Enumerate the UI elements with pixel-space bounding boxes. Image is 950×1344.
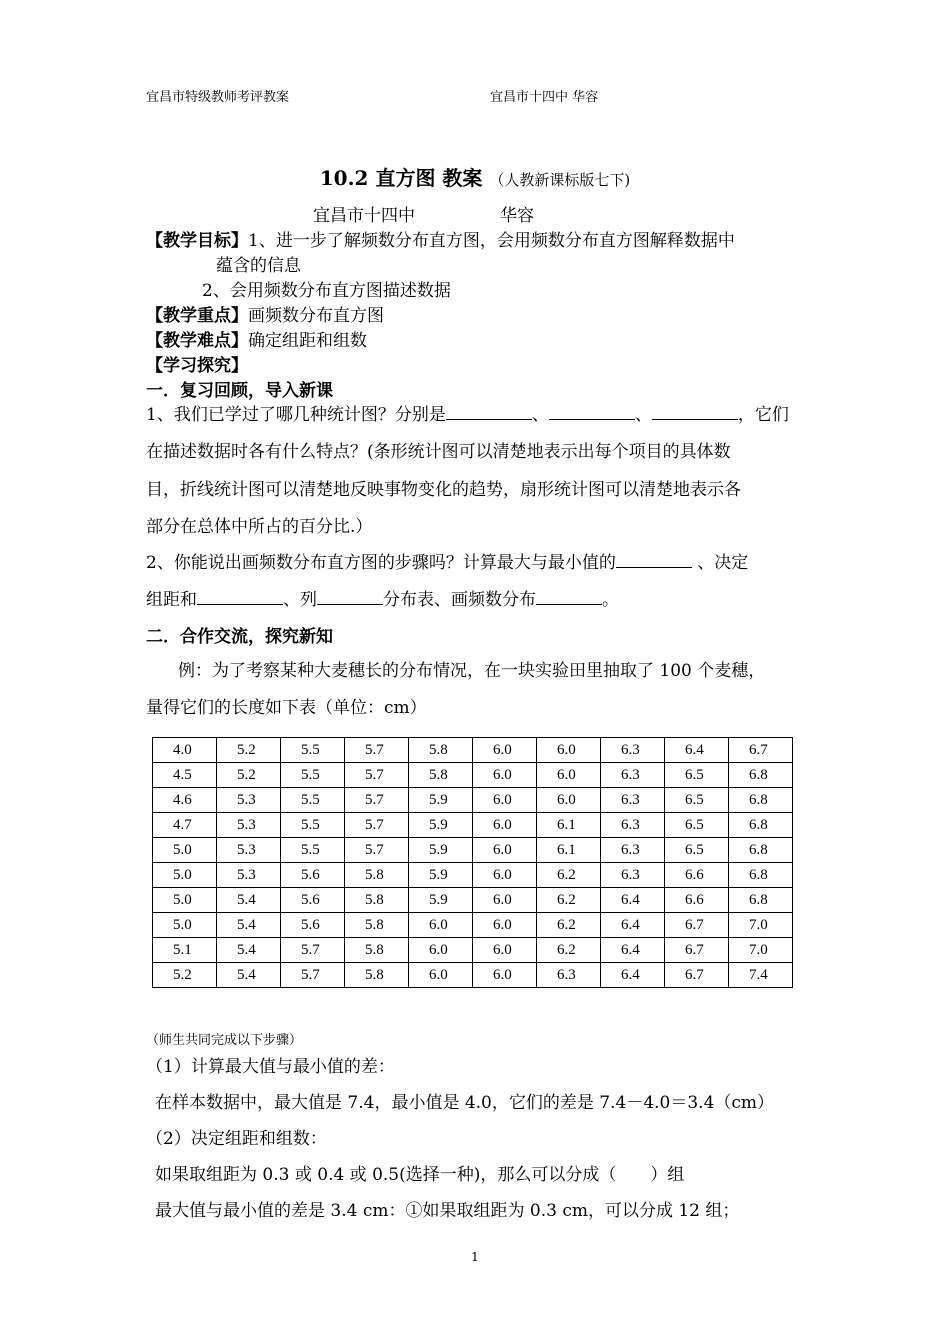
key-point [146, 301, 384, 326]
answer-blank[interactable] [652, 403, 738, 420]
question-1-tail: ，它们 [737, 405, 789, 425]
table-cell: 6.3 [601, 863, 665, 888]
question-1 [146, 400, 789, 425]
table-cell: 5.8 [345, 863, 409, 888]
table-cell: 6.5 [665, 788, 729, 813]
table-cell: 6.0 [473, 913, 537, 938]
table-cell: 5.9 [409, 888, 473, 913]
table-cell: 4.5 [153, 763, 217, 788]
table-cell: 6.7 [665, 913, 729, 938]
table-cell: 6.3 [601, 813, 665, 838]
table-cell: 6.3 [601, 838, 665, 863]
table-cell: 6.4 [601, 913, 665, 938]
table-cell: 6.0 [473, 838, 537, 863]
answer-blank[interactable] [549, 403, 635, 420]
table-cell: 5.0 [153, 838, 217, 863]
table-cell: 5.4 [217, 938, 281, 963]
table-cell: 7.0 [729, 913, 793, 938]
objectives-label: 【教学目标】 [146, 231, 248, 251]
table-cell: 5.5 [281, 763, 345, 788]
table-cell: 5.9 [409, 863, 473, 888]
table-cell: 6.2 [537, 938, 601, 963]
table-cell: 5.8 [409, 763, 473, 788]
table-cell: 5.3 [217, 788, 281, 813]
table-row [153, 738, 793, 763]
table-cell: 6.8 [729, 888, 793, 913]
table-cell: 6.2 [537, 863, 601, 888]
table-cell: 5.9 [409, 838, 473, 863]
table-cell: 5.2 [217, 738, 281, 763]
difficulty-label: 【教学难点】 [146, 331, 248, 351]
table-cell: 5.2 [217, 763, 281, 788]
steps-note: （师生共同完成以下步骤） [146, 1033, 303, 1048]
separator: 、 [634, 405, 652, 425]
table-row [153, 963, 793, 988]
example-line1: 例：为了考察某种大麦穗长的分布情况，在一块实验田里抽取了 100 个麦穗， [178, 661, 766, 681]
table-row [153, 763, 793, 788]
table-cell: 5.6 [281, 913, 345, 938]
table-cell: 5.8 [345, 963, 409, 988]
table-cell: 5.7 [345, 788, 409, 813]
table-cell: 5.8 [409, 738, 473, 763]
separator: 、 [531, 405, 549, 425]
table-cell: 5.8 [345, 888, 409, 913]
table-cell: 7.0 [729, 938, 793, 963]
table-cell: 6.1 [537, 813, 601, 838]
table-cell: 6.2 [537, 888, 601, 913]
table-cell: 6.8 [729, 863, 793, 888]
table-cell: 6.0 [537, 788, 601, 813]
table-cell: 5.1 [153, 938, 217, 963]
question-2-text: 组距和 [146, 590, 197, 610]
question-2-text: 。 [602, 590, 619, 610]
table-cell: 6.0 [473, 738, 537, 763]
table-cell: 4.0 [153, 738, 217, 763]
table-cell: 5.3 [217, 813, 281, 838]
page-number: 1 [471, 1250, 479, 1264]
table-cell: 6.0 [473, 963, 537, 988]
objective-1: 1、进一步了解频数分布直方图，会用频数分布直方图解释数据中 [248, 231, 735, 251]
table-cell: 6.4 [601, 963, 665, 988]
difficulty [146, 326, 367, 351]
table-cell: 5.7 [345, 738, 409, 763]
table-row [153, 863, 793, 888]
table-cell: 6.0 [473, 863, 537, 888]
author-name: 华容 [500, 206, 534, 226]
table-cell: 5.4 [217, 888, 281, 913]
objective-1-cont: 蕴含的信息 [216, 256, 301, 276]
table-cell: 5.9 [409, 813, 473, 838]
author-school: 宜昌市十四中 [313, 206, 415, 226]
table-row [153, 913, 793, 938]
question-2-text: 、决定 [691, 553, 749, 573]
answer-blank[interactable] [317, 588, 383, 605]
table-cell: 5.9 [409, 788, 473, 813]
table-cell: 6.0 [537, 763, 601, 788]
header-left: 宜昌市特级教师考评教案 [146, 90, 290, 105]
table-cell: 6.0 [473, 938, 537, 963]
table-cell: 6.7 [729, 738, 793, 763]
step-2-text: 如果取组距为 0.3 或 0.4 或 0.5(选择一种)，那么可以分成（ ）组 [155, 1165, 685, 1185]
table-cell: 6.0 [409, 963, 473, 988]
section2-heading: 二．合作交流，探究新知 [146, 627, 333, 647]
table-cell: 6.0 [473, 888, 537, 913]
step-1: （1）计算最大值与最小值的差： [146, 1057, 395, 1077]
table-cell: 5.8 [345, 913, 409, 938]
table-cell: 5.3 [217, 838, 281, 863]
step-2: （2）决定组距和组数： [146, 1129, 327, 1149]
page-title [0, 162, 950, 191]
table-cell: 6.0 [473, 813, 537, 838]
table-cell: 6.5 [665, 763, 729, 788]
table-row [153, 813, 793, 838]
question-1-line2: 在描述数据时各有什么特点？(条形统计图可以清楚地表示出每个项目的具体数 [146, 442, 731, 462]
table-cell: 7.4 [729, 963, 793, 988]
table-cell: 5.7 [281, 938, 345, 963]
table-cell: 5.5 [281, 738, 345, 763]
table-cell: 6.0 [473, 763, 537, 788]
objectives-line1 [146, 226, 735, 251]
question-2 [146, 548, 748, 573]
table-row [153, 788, 793, 813]
table-cell: 5.2 [153, 963, 217, 988]
step-2-text2: 最大值与最小值的差是 3.4 cm：①如果取组距为 0.3 cm，可以分成 12 组； [155, 1201, 740, 1221]
table-cell: 6.0 [409, 913, 473, 938]
table-cell: 6.0 [537, 738, 601, 763]
step-1-text: 在样本数据中，最大值是 7.4，最小值是 4.0，它们的差是 7.4－4.0＝3.4（cm） [155, 1093, 775, 1113]
data-table [152, 737, 793, 988]
table-cell: 6.0 [473, 788, 537, 813]
question-2-text: 、列 [283, 590, 317, 610]
answer-blank[interactable] [446, 403, 532, 420]
table-cell: 5.0 [153, 888, 217, 913]
key-point-text: 画频数分布直方图 [248, 306, 384, 326]
table-cell: 5.4 [217, 963, 281, 988]
table-row [153, 888, 793, 913]
question-2-text: 2、你能说出画频数分布直方图的步骤吗？计算最大与最小值的 [146, 553, 616, 573]
table-cell: 6.2 [537, 913, 601, 938]
table-cell: 5.6 [281, 863, 345, 888]
key-point-label: 【教学重点】 [146, 306, 248, 326]
table-cell: 5.7 [345, 813, 409, 838]
difficulty-text: 确定组距和组数 [248, 331, 367, 351]
question-1-line3: 目，折线统计图可以清楚地反映事物变化的趋势，扇形统计图可以清楚地表示各 [146, 480, 741, 500]
table-cell: 5.7 [345, 763, 409, 788]
table-cell: 6.6 [665, 888, 729, 913]
table-cell: 4.6 [153, 788, 217, 813]
table-cell: 6.4 [601, 888, 665, 913]
table-cell: 5.3 [217, 863, 281, 888]
objective-2: 2、会用频数分布直方图描述数据 [202, 281, 451, 301]
table-cell: 6.3 [601, 738, 665, 763]
table-cell: 6.3 [601, 763, 665, 788]
table-cell: 5.0 [153, 913, 217, 938]
table-cell: 6.0 [409, 938, 473, 963]
table-cell: 6.8 [729, 788, 793, 813]
table-cell: 5.7 [281, 963, 345, 988]
answer-blank[interactable] [536, 588, 602, 605]
question-2-line2 [146, 585, 619, 610]
table-cell: 6.5 [665, 838, 729, 863]
title-main: 10.2 直方图 教案 [319, 166, 483, 190]
table-cell: 6.4 [601, 938, 665, 963]
table-cell: 6.7 [665, 963, 729, 988]
table-cell: 4.7 [153, 813, 217, 838]
header-right: 宜昌市十四中 华容 [490, 90, 599, 105]
table-cell: 6.5 [665, 813, 729, 838]
table-cell: 5.5 [281, 813, 345, 838]
example-line2: 量得它们的长度如下表（单位：cm） [146, 698, 427, 718]
table-cell: 6.3 [537, 963, 601, 988]
answer-blank[interactable] [616, 551, 692, 568]
data-table-body [153, 738, 793, 988]
table-cell: 5.0 [153, 863, 217, 888]
table-cell: 5.4 [217, 913, 281, 938]
table-cell: 6.8 [729, 838, 793, 863]
section1-heading: 一．复习回顾，导入新课 [146, 381, 333, 401]
question-2-text: 分布表、画频数分布 [383, 590, 536, 610]
question-1-line4: 部分在总体中所占的百分比.） [146, 517, 373, 537]
table-cell: 6.4 [665, 738, 729, 763]
title-sub: （人教新课标版七下) [489, 171, 631, 189]
table-cell: 6.1 [537, 838, 601, 863]
table-cell: 6.6 [665, 863, 729, 888]
answer-blank[interactable] [197, 588, 283, 605]
question-1-text: 1、我们已学过了哪几种统计图？分别是 [146, 405, 446, 425]
table-cell: 6.3 [601, 788, 665, 813]
table-row [153, 838, 793, 863]
table-cell: 5.6 [281, 888, 345, 913]
table-cell: 6.7 [665, 938, 729, 963]
table-cell: 5.5 [281, 838, 345, 863]
table-cell: 6.8 [729, 763, 793, 788]
table-cell: 5.8 [345, 938, 409, 963]
explore-label: 【学习探究】 [146, 356, 248, 376]
table-cell: 5.5 [281, 788, 345, 813]
table-cell: 5.7 [345, 838, 409, 863]
table-cell: 6.8 [729, 813, 793, 838]
table-row [153, 938, 793, 963]
